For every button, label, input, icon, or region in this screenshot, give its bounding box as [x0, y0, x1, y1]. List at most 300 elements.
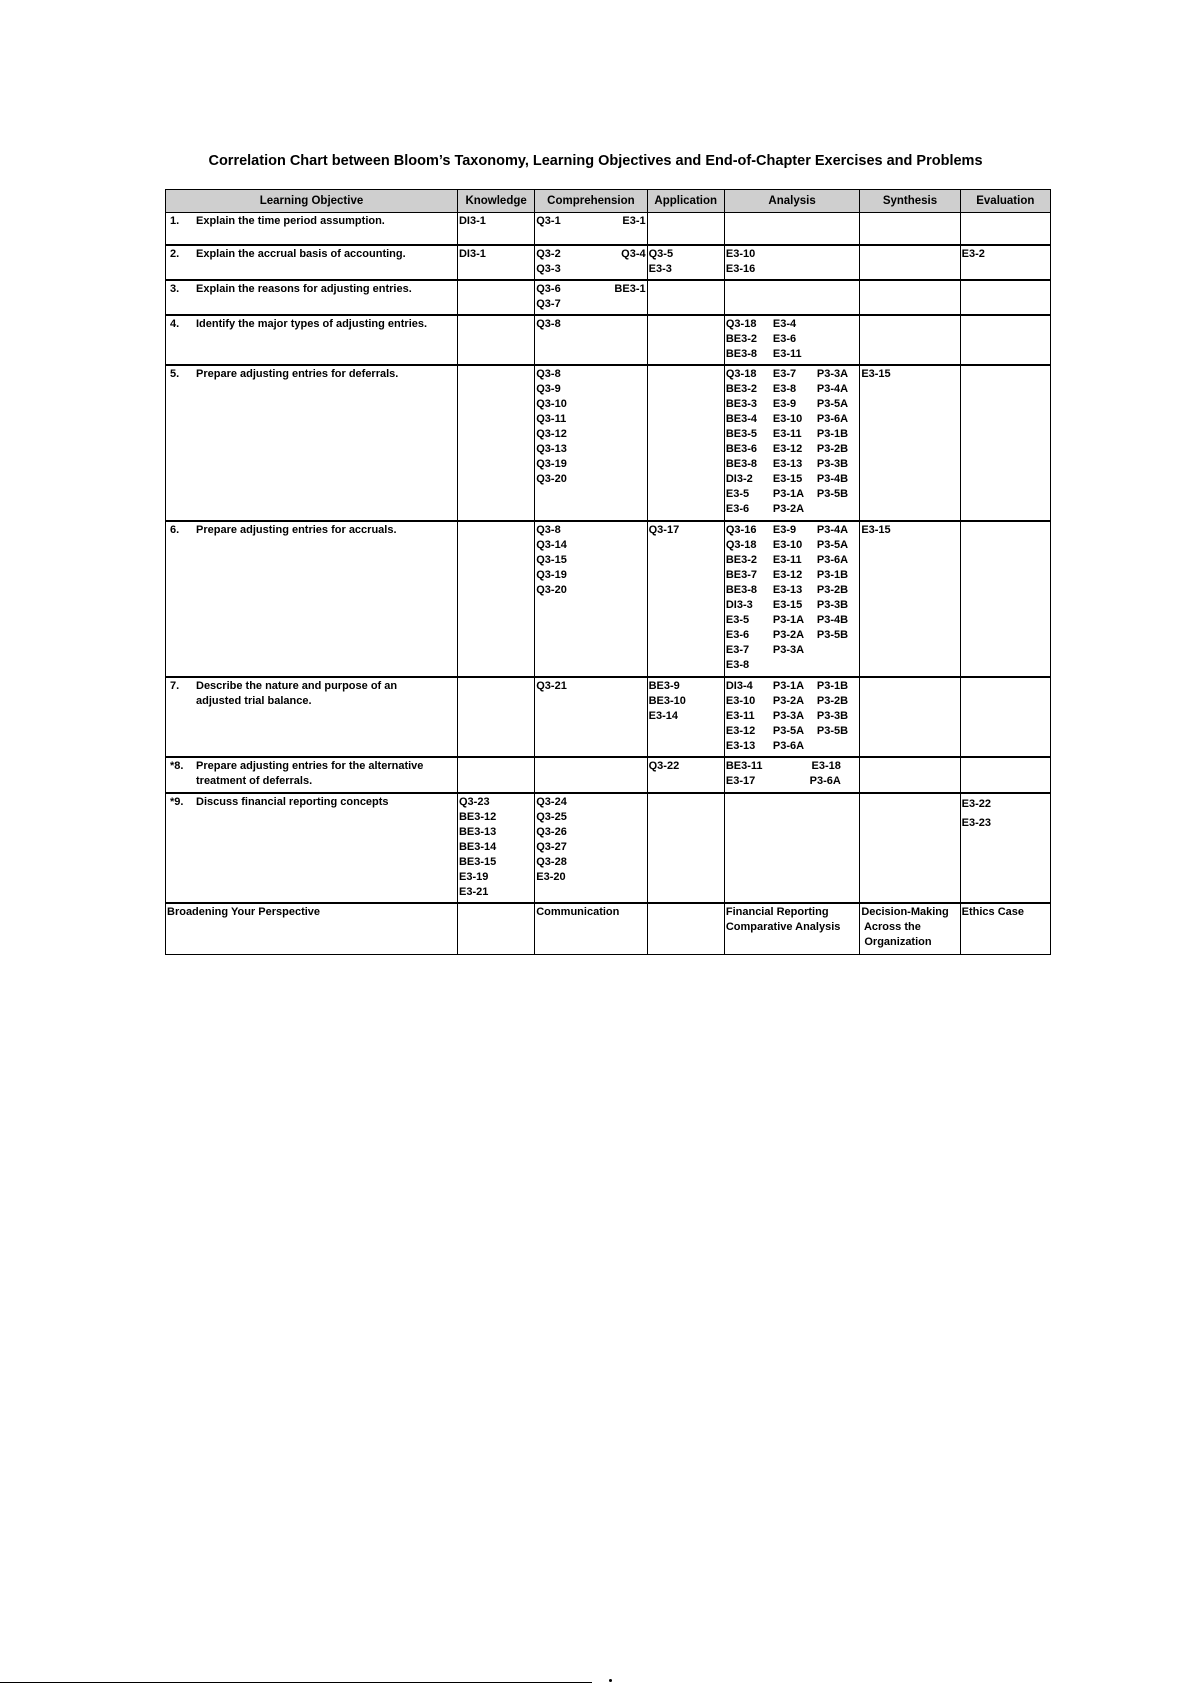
- table-row: [166, 793, 1051, 903]
- learning-objective-cell: [166, 245, 458, 280]
- objective-line: [170, 247, 456, 262]
- correlation-table: [165, 189, 1051, 955]
- comprehension-item: Q3-13: [536, 442, 567, 455]
- analysis-item: E3-17: [725, 774, 756, 787]
- objective-line: [170, 282, 456, 297]
- comprehension-item: Q3-15: [536, 553, 567, 566]
- analysis-cell: [724, 677, 859, 757]
- analysis-line: [726, 472, 858, 487]
- comprehension-line: [536, 870, 645, 885]
- comprehension-item: Q3-12: [536, 427, 567, 440]
- analysis-item: E3-13: [772, 457, 803, 470]
- broadening-row: [166, 903, 1051, 955]
- knowledge-item: DI3-1: [458, 215, 486, 227]
- comprehension-item: Q3-19: [536, 457, 567, 470]
- comprehension-line: [536, 282, 645, 297]
- objective-line: [170, 774, 456, 789]
- comprehension-line: [536, 382, 645, 397]
- analysis-item: BE3-5: [725, 427, 758, 440]
- learning-objective-cell: [166, 315, 458, 365]
- comprehension-line: [536, 840, 645, 855]
- analysis-line: [726, 397, 858, 412]
- knowledge-cell: [457, 365, 534, 521]
- application-item: BE3-9: [648, 679, 680, 692]
- page-mark: [609, 1679, 612, 1682]
- broadening-knowledge: [457, 903, 534, 955]
- comprehension-cell: [535, 213, 647, 245]
- analysis-item: E3-13: [772, 583, 803, 596]
- analysis-item: DI3-3: [725, 598, 753, 611]
- analysis-item: P3-3B: [816, 457, 849, 470]
- analysis-item: BE3-2: [725, 332, 758, 345]
- analysis-item: P3-1B: [816, 679, 849, 692]
- comprehension-line: [536, 367, 645, 382]
- analysis-item: P3-5A: [816, 397, 849, 410]
- comprehension-item: Q3-8: [536, 523, 561, 536]
- evaluation-cell: [960, 793, 1050, 903]
- analysis-item: E3-10: [772, 538, 803, 551]
- objective-line: [170, 317, 456, 332]
- footer-rule: [0, 1682, 592, 1683]
- analysis-line: [726, 553, 858, 568]
- analysis-item: E3-6: [772, 332, 797, 345]
- application-cell: [647, 757, 724, 793]
- header-synthesis: Synthesis: [860, 190, 960, 213]
- analysis-item: E3-10: [725, 247, 756, 260]
- analysis-item: E3-11: [725, 709, 755, 722]
- analysis-item: E3-5: [725, 487, 750, 500]
- objective-number: 5.: [170, 367, 180, 380]
- application-item: BE3-10: [648, 694, 686, 707]
- objective-line: [170, 694, 456, 709]
- analysis-item: Q3-16: [725, 523, 757, 536]
- analysis-item: P3-5B: [816, 724, 849, 737]
- objective-text: Prepare adjusting entries for deferrals.: [196, 367, 399, 380]
- evaluation-item: E3-23: [961, 816, 991, 829]
- analysis-line: [726, 643, 858, 658]
- objective-line: [170, 679, 456, 694]
- analysis-item: P3-1B: [816, 427, 849, 440]
- analysis-item: P3-2B: [816, 442, 849, 455]
- analysis-line: [726, 658, 858, 673]
- analysis-item: P3-5A: [816, 538, 849, 551]
- synthesis-cell: [860, 521, 960, 677]
- learning-objective-cell: [166, 521, 458, 677]
- application-cell: [647, 365, 724, 521]
- analysis-item: P3-5A: [772, 724, 805, 737]
- analysis-line: [726, 427, 858, 442]
- analysis-item: P3-5B: [816, 487, 849, 500]
- comprehension-item: Q3-6: [536, 282, 561, 295]
- objective-text: Discuss financial reporting concepts: [196, 795, 389, 808]
- table-row: [166, 213, 1051, 245]
- evaluation-item: E3-22: [961, 797, 991, 810]
- analysis-item: P3-6A: [772, 739, 805, 752]
- comprehension-item: Q3-14: [536, 538, 567, 551]
- analysis-item: BE3-2: [725, 382, 758, 395]
- objective-text: Explain the reasons for adjusting entries.: [196, 282, 412, 295]
- knowledge-item: BE3-15: [458, 855, 497, 868]
- page-title: Correlation Chart between Bloom’s Taxonomy, Learning Objectives and End-of-Chapter Exercises and Problems: [208, 153, 983, 169]
- broadening-synthesis: [860, 903, 960, 955]
- analysis-item: E3-13: [725, 739, 756, 752]
- comprehension-item: Q3-11: [536, 412, 567, 425]
- comprehension-item: E3-1: [622, 215, 646, 227]
- objective-text: Explain the accrual basis of accounting.: [196, 247, 406, 260]
- comprehension-item: Q3-20: [536, 583, 567, 596]
- analysis-item: P3-1A: [772, 487, 805, 500]
- comprehension-line: [536, 472, 645, 487]
- comprehension-item: Q3-25: [536, 810, 567, 823]
- broadening-comprehension: Communication: [535, 903, 647, 955]
- synthesis-cell: [860, 213, 960, 245]
- evaluation-cell: [960, 677, 1050, 757]
- broadening-analysis-line: Financial Reporting: [725, 905, 829, 918]
- application-cell: [647, 677, 724, 757]
- knowledge-item: BE3-14: [458, 840, 497, 853]
- comprehension-cell: [535, 521, 647, 677]
- comprehension-item: Q3-26: [536, 825, 567, 838]
- application-item: E3-14: [648, 709, 678, 722]
- objective-line: [170, 795, 456, 810]
- analysis-item: E3-8: [725, 658, 750, 671]
- analysis-item: P3-6A: [809, 774, 841, 787]
- knowledge-cell: [457, 793, 534, 903]
- analysis-item: E3-7: [772, 367, 797, 380]
- objective-number: 7.: [170, 679, 180, 692]
- learning-objective-cell: [166, 793, 458, 903]
- analysis-item: Q3-18: [725, 538, 757, 551]
- knowledge-item: E3-19: [458, 870, 489, 883]
- analysis-item: P3-2B: [816, 694, 849, 707]
- comprehension-item: Q3-21: [536, 679, 567, 692]
- application-item: Q3-22: [648, 759, 680, 772]
- learning-objective-cell: [166, 677, 458, 757]
- comprehension-item: Q3-7: [536, 297, 561, 310]
- comprehension-line: [536, 427, 645, 442]
- header-knowledge: Knowledge: [457, 190, 534, 213]
- knowledge-cell: [457, 315, 534, 365]
- learning-objective-cell: [166, 365, 458, 521]
- comprehension-item: Q3-10: [536, 397, 567, 410]
- evaluation-cell: [960, 315, 1050, 365]
- analysis-item: BE3-8: [725, 457, 758, 470]
- analysis-cell: [724, 521, 859, 677]
- analysis-item: BE3-7: [725, 568, 758, 581]
- application-cell: [647, 245, 724, 280]
- knowledge-cell: [457, 213, 534, 245]
- knowledge-cell: [457, 757, 534, 793]
- application-item: Q3-17: [648, 523, 680, 536]
- comprehension-line: [536, 553, 645, 568]
- table-row: [166, 757, 1051, 793]
- table-row: [166, 521, 1051, 677]
- analysis-line: [726, 523, 858, 538]
- comprehension-line: [536, 214, 645, 229]
- objective-number: 6.: [170, 523, 180, 536]
- analysis-line: [726, 367, 858, 382]
- application-cell: [647, 280, 724, 315]
- analysis-item: E3-11: [772, 427, 802, 440]
- comprehension-cell: [535, 793, 647, 903]
- analysis-item: E3-11: [772, 347, 802, 360]
- evaluation-cell: [960, 213, 1050, 245]
- comprehension-item: Q3-1: [536, 215, 561, 227]
- analysis-cell: [724, 793, 859, 903]
- analysis-line: [726, 502, 858, 517]
- comprehension-item: Q3-24: [536, 795, 567, 808]
- broadening-synthesis-line: Organization: [861, 935, 932, 948]
- evaluation-item: E3-2: [961, 247, 985, 260]
- analysis-item: P3-2A: [772, 628, 805, 641]
- analysis-line: [726, 694, 858, 709]
- header-application: Application: [647, 190, 724, 213]
- application-cell: [647, 315, 724, 365]
- analysis-line: [726, 739, 858, 754]
- objective-number: 3.: [170, 282, 180, 295]
- header-evaluation: Evaluation: [960, 190, 1050, 213]
- analysis-line: [726, 382, 858, 397]
- objective-line: [170, 367, 456, 382]
- comprehension-line: [536, 855, 645, 870]
- comprehension-cell: [535, 677, 647, 757]
- learning-objective-cell: [166, 280, 458, 315]
- objective-number: *8.: [170, 759, 184, 772]
- analysis-item: E3-5: [725, 613, 750, 626]
- comprehension-item: Q3-4: [621, 247, 646, 260]
- analysis-item: E3-8: [772, 382, 797, 395]
- analysis-line: [726, 412, 858, 427]
- analysis-item: DI3-4: [725, 679, 753, 692]
- comprehension-line: [536, 442, 645, 457]
- objective-text: Prepare adjusting entries for accruals.: [196, 523, 397, 536]
- analysis-line: [726, 332, 858, 347]
- analysis-item: BE3-8: [725, 347, 758, 360]
- broadening-analysis: [724, 903, 859, 955]
- analysis-item: DI3-2: [725, 472, 753, 485]
- analysis-item: P3-3B: [816, 598, 849, 611]
- table-row: [166, 677, 1051, 757]
- analysis-item: E3-15: [772, 598, 803, 611]
- comprehension-item: Q3-9: [536, 382, 561, 395]
- analysis-item: E3-18: [811, 759, 841, 772]
- synthesis-cell: [860, 757, 960, 793]
- analysis-cell: [724, 280, 859, 315]
- evaluation-cell: [960, 365, 1050, 521]
- analysis-item: BE3-2: [725, 553, 758, 566]
- evaluation-cell: [960, 521, 1050, 677]
- analysis-item: BE3-4: [725, 412, 758, 425]
- analysis-cell: [724, 365, 859, 521]
- comprehension-line: [536, 679, 645, 694]
- synthesis-cell: [860, 677, 960, 757]
- comprehension-item: Q3-8: [536, 367, 561, 380]
- analysis-line: [726, 487, 858, 502]
- analysis-item: E3-12: [725, 724, 756, 737]
- comprehension-cell: [535, 280, 647, 315]
- comprehension-item: BE3-1: [614, 282, 646, 295]
- analysis-item: E3-11: [772, 553, 802, 566]
- comprehension-line: [536, 317, 645, 332]
- comprehension-line: [536, 523, 645, 538]
- analysis-item: BE3-8: [725, 583, 758, 596]
- analysis-item: P3-6A: [816, 412, 849, 425]
- analysis-line: [726, 347, 858, 362]
- knowledge-item: E3-21: [458, 885, 489, 898]
- analysis-line: [726, 679, 858, 694]
- knowledge-item: BE3-13: [458, 825, 497, 838]
- analysis-cell: [724, 245, 859, 280]
- analysis-line: [726, 247, 858, 262]
- synthesis-cell: [860, 793, 960, 903]
- comprehension-line: [536, 457, 645, 472]
- analysis-item: P3-1B: [816, 568, 849, 581]
- table-row: [166, 365, 1051, 521]
- comprehension-line: [536, 247, 645, 262]
- objective-text: adjusted trial balance.: [196, 694, 312, 707]
- header-learning-objective: Learning Objective: [166, 190, 458, 213]
- analysis-item: BE3-11: [725, 759, 763, 772]
- comprehension-line: [536, 568, 645, 583]
- broadening-synthesis-line: Decision-Making: [861, 905, 949, 918]
- synthesis-cell: [860, 245, 960, 280]
- analysis-line: [726, 442, 858, 457]
- analysis-item: P3-6A: [816, 553, 849, 566]
- comprehension-line: [536, 397, 645, 412]
- analysis-item: P3-3A: [816, 367, 849, 380]
- analysis-line: [726, 774, 841, 789]
- objective-number: 4.: [170, 317, 180, 330]
- comprehension-item: Q3-8: [536, 317, 561, 330]
- analysis-item: P3-1A: [772, 613, 805, 626]
- synthesis-cell: [860, 365, 960, 521]
- application-cell: [647, 793, 724, 903]
- application-cell: [647, 213, 724, 245]
- analysis-line: [726, 598, 858, 613]
- comprehension-line: [536, 810, 645, 825]
- header-row: [166, 190, 1051, 213]
- knowledge-item: BE3-12: [458, 810, 497, 823]
- objective-number: 2.: [170, 247, 180, 260]
- broadening-analysis-line: Comparative Analysis: [725, 920, 841, 933]
- analysis-item: E3-12: [772, 568, 803, 581]
- table-row: [166, 245, 1051, 280]
- evaluation-cell: [960, 280, 1050, 315]
- analysis-line: [726, 317, 858, 332]
- broadening-label: Broadening Your Perspective: [166, 903, 458, 955]
- learning-objective-cell: [166, 213, 458, 245]
- objective-number: 1.: [170, 215, 180, 227]
- comprehension-line: [536, 262, 645, 277]
- knowledge-cell: [457, 521, 534, 677]
- analysis-item: P3-2A: [772, 502, 805, 515]
- comprehension-line: [536, 795, 645, 810]
- application-item: E3-3: [648, 262, 672, 275]
- analysis-cell: [724, 315, 859, 365]
- knowledge-cell: [457, 280, 534, 315]
- analysis-line: [726, 568, 858, 583]
- analysis-item: P3-2A: [772, 694, 805, 707]
- comprehension-line: [536, 297, 645, 312]
- analysis-line: [726, 457, 858, 472]
- synthesis-cell: [860, 315, 960, 365]
- comprehension-item: Q3-3: [536, 262, 561, 275]
- analysis-cell: [724, 757, 859, 793]
- analysis-line: [726, 759, 841, 774]
- application-cell: [647, 521, 724, 677]
- objective-text: treatment of deferrals.: [196, 774, 313, 787]
- analysis-item: E3-6: [725, 502, 750, 515]
- analysis-item: E3-9: [772, 397, 797, 410]
- analysis-item: E3-4: [772, 317, 797, 330]
- objective-line: [170, 759, 456, 774]
- application-item: Q3-5: [648, 247, 674, 260]
- broadening-evaluation: Ethics Case: [960, 903, 1050, 955]
- header-comprehension: Comprehension: [535, 190, 647, 213]
- evaluation-cell: [960, 757, 1050, 793]
- learning-objective-cell: [166, 757, 458, 793]
- comprehension-line: [536, 538, 645, 553]
- comprehension-line: [536, 825, 645, 840]
- broadening-application: [647, 903, 724, 955]
- analysis-item: P3-4A: [816, 382, 849, 395]
- analysis-line: [726, 262, 858, 277]
- analysis-item: Q3-18: [725, 317, 757, 330]
- analysis-line: [726, 613, 858, 628]
- analysis-item: E3-16: [725, 262, 756, 275]
- broadening-synthesis-line: Across the: [861, 920, 921, 933]
- analysis-item: E3-6: [725, 628, 750, 641]
- analysis-item: E3-9: [772, 523, 797, 536]
- analysis-item: P3-4B: [816, 472, 849, 485]
- knowledge-item: DI3-1: [458, 247, 486, 260]
- comprehension-cell: [535, 245, 647, 280]
- analysis-item: P3-4B: [816, 613, 849, 626]
- comprehension-item: E3-20: [536, 870, 566, 883]
- comprehension-item: Q3-19: [536, 568, 567, 581]
- comprehension-line: [536, 412, 645, 427]
- analysis-item: P3-3B: [816, 709, 849, 722]
- analysis-item: P3-5B: [816, 628, 849, 641]
- analysis-item: BE3-3: [725, 397, 758, 410]
- objective-text: Describe the nature and purpose of an: [196, 679, 398, 692]
- objective-number: *9.: [170, 795, 184, 808]
- analysis-item: E3-15: [772, 472, 803, 485]
- analysis-item: Q3-18: [725, 367, 757, 380]
- objective-text: Explain the time period assumption.: [196, 215, 385, 227]
- analysis-cell: [724, 213, 859, 245]
- analysis-line: [726, 583, 858, 598]
- comprehension-item: Q3-2: [536, 247, 561, 260]
- analysis-item: E3-7: [725, 643, 750, 656]
- analysis-line: [726, 538, 858, 553]
- analysis-line: [726, 724, 858, 739]
- comprehension-item: Q3-20: [536, 472, 567, 485]
- analysis-item: P3-4A: [816, 523, 849, 536]
- analysis-line: [726, 628, 858, 643]
- analysis-item: P3-3A: [772, 709, 805, 722]
- header-analysis: Analysis: [724, 190, 859, 213]
- evaluation-cell: [960, 245, 1050, 280]
- comprehension-cell: [535, 365, 647, 521]
- analysis-item: E3-12: [772, 442, 803, 455]
- comprehension-cell: [535, 315, 647, 365]
- analysis-line: [726, 709, 858, 724]
- comprehension-line: [536, 583, 645, 598]
- objective-text: Prepare adjusting entries for the alternative: [196, 759, 424, 772]
- analysis-item: E3-10: [772, 412, 803, 425]
- analysis-item: P3-1A: [772, 679, 805, 692]
